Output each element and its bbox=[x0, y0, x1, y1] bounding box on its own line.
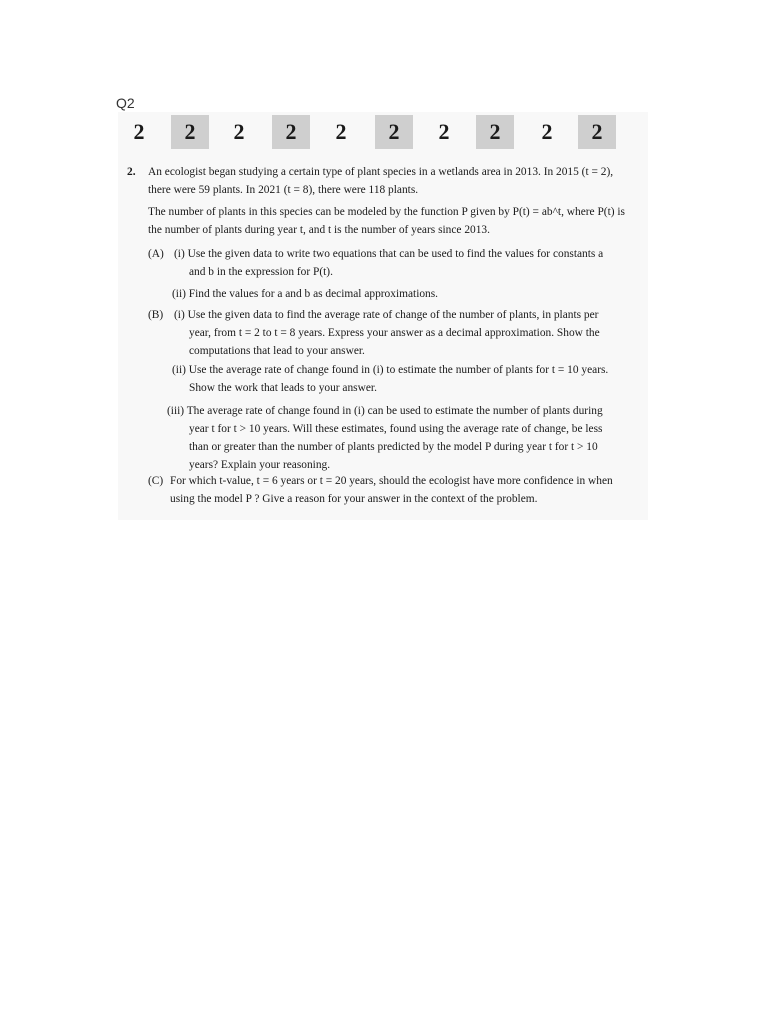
part-b-iii-line-2: year t for t > 10 years. Will these estimates, found using the average rate of change, be less bbox=[189, 423, 603, 435]
part-a-label: (A) bbox=[148, 248, 164, 260]
question-number: 2. bbox=[127, 166, 136, 178]
part-b-ii-line-1: (ii) Use the average rate of change found in (i) to estimate the number of plants for t = 10 years. bbox=[172, 364, 609, 376]
banner-digit: 2 bbox=[133, 119, 145, 144]
part-b-iii-line-4: years? Explain your reasoning. bbox=[189, 459, 331, 471]
part-c-line-2: using the model P ? Give a reason for your answer in the context of the problem. bbox=[170, 493, 538, 505]
part-a-ii: (ii) Find the values for a and b as decimal approximations. bbox=[172, 288, 439, 300]
banner-digit-boxed: 2 bbox=[578, 115, 616, 149]
part-b-iii-line-1: (iii) The average rate of change found in (i) can be used to estimate the number of plants during bbox=[167, 405, 603, 417]
banner-digit: 2 bbox=[541, 119, 553, 144]
question-label: Q2 bbox=[116, 95, 135, 111]
part-a-i-line-2: and b in the expression for P(t). bbox=[189, 266, 333, 278]
part-b-i-line-1: (i) Use the given data to find the average rate of change of the number of plants, in plants per bbox=[174, 309, 599, 321]
part-c-label: (C) bbox=[148, 475, 164, 487]
part-b-ii-line-2: Show the work that leads to your answer. bbox=[189, 382, 377, 394]
banner-digit-boxed: 2 bbox=[272, 115, 310, 149]
question-number-banner bbox=[118, 115, 618, 149]
part-b-label: (B) bbox=[148, 309, 164, 321]
banner-digit: 2 bbox=[438, 119, 450, 144]
banner-digit: 2 bbox=[335, 119, 347, 144]
intro-line-2: there were 59 plants. In 2021 (t = 8), there were 118 plants. bbox=[148, 184, 419, 196]
intro-line-1: An ecologist began studying a certain type of plant species in a wetlands area in 2013. In 2015 (t = 2), bbox=[148, 166, 614, 178]
model-line-2: the number of plants during year t, and t is the number of years since 2013. bbox=[148, 224, 490, 236]
part-c-line-1: For which t-value, t = 6 years or t = 20 years, should the ecologist have more confidence in when bbox=[170, 475, 613, 487]
banner-digit-boxed: 2 bbox=[171, 115, 209, 149]
model-line-1: The number of plants in this species can be modeled by the function P given by P(t) = ab^t, where P(t) is bbox=[148, 206, 625, 218]
part-b-i-line-3: computations that lead to your answer. bbox=[189, 345, 365, 357]
part-b-iii-line-3: than or greater than the number of plants predicted by the model P during year t for t > 10 bbox=[189, 441, 598, 453]
banner-digit: 2 bbox=[233, 119, 245, 144]
banner-digit-boxed: 2 bbox=[476, 115, 514, 149]
part-b-i-line-2: year, from t = 2 to t = 8 years. Express your answer as a decimal approximation. Show the bbox=[189, 327, 600, 339]
banner-digit-boxed: 2 bbox=[375, 115, 413, 149]
part-a-i-line-1: (i) Use the given data to write two equations that can be used to find the values for constants a bbox=[174, 248, 604, 260]
